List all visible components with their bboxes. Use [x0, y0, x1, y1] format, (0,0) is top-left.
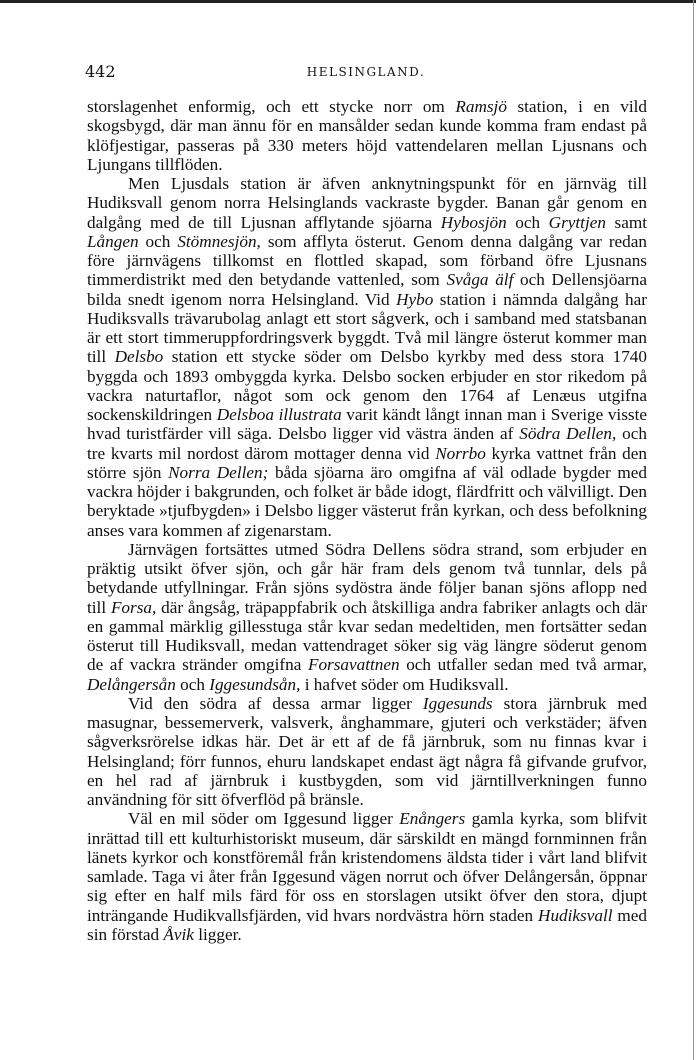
- paragraph: [87, 694, 647, 810]
- page-text: [87, 97, 647, 944]
- italic-name: Hybosjön: [440, 212, 507, 232]
- text-run: ligger.: [193, 924, 242, 944]
- text-run: Järnvägen fortsättes utmed Södra Dellens södra strand, som erbjuder en präktig utsikt öfver sjön, och går här fram dels genom två tunnlar, dels på betydande utfyllningar. Från sjöns sydöstra ände följer banan sjöns aflopp ned till: [87, 539, 647, 617]
- text-run: Men Ljusdals station är äfven anknytningspunkt för en järnväg till Hudiksvall genom norra Helsinglands vackraste bygder. Banan går genom en dalgång med de till Ljusnan afflytande sjöarna: [87, 174, 647, 232]
- scan-top-border: [0, 0, 696, 3]
- text-run: gamla kyrka, som blifvit inrättad till ett kulturhistoriskt museum, där särskildt en mängd fornminnen från länets kyrkor och konstföremål från kristendomens äldsta tider i vårt land blifvit samlade. Taga vi åter från Iggesund vägen norrut och öfver Delångersån, öppnar sig efter en half mils färd för oss en storslagen utsikt öfver den stora, djupt inträngande Hudikvallsfjärden, vid hvars nordvästra hörn staden: [87, 809, 648, 925]
- text-run: i hafvet söder om Hudiksvall.: [300, 674, 509, 694]
- text-run: kyrka vattnet från den större sjön: [87, 443, 647, 482]
- italic-name: Hudiksvall: [538, 905, 613, 925]
- italic-name: Hybo: [396, 289, 434, 309]
- text-run: båda sjöarna äro omgifna af väl odlade bygder med vackra höjder i bakgrunden, och folket är både idogt, flärdfritt och välvilligt. Den beryktade »tjufbygden» i Delsbo ligger västerut från kyrkan, och dess befolkning anses vara kommen af zigenarstam.: [87, 462, 647, 540]
- italic-name: Svåga älf: [446, 270, 514, 290]
- text-run: och: [138, 231, 178, 251]
- italic-name: Ramsjö: [455, 97, 507, 116]
- paragraph: [87, 174, 647, 540]
- italic-name: Forsavattnen: [307, 655, 400, 675]
- italic-name: Södra Dellen,: [519, 424, 617, 444]
- text-run: och: [175, 674, 210, 694]
- text-run: station, i en vild skogsbygd, där man ännu för en mansålder sedan kunde komma fram endast på klöfjestigar, passeras på 330 meters höjd vattendelaren mellan Ljusnans och Ljungans tillflöden.: [87, 97, 647, 174]
- paragraph: [87, 97, 647, 174]
- text-run: station ett stycke söder om Delsbo kyrkby med dess stora 1740 byggda och 1893 ombyggda kyrka. Delsbo socken erbjuder en stor rikedom på vackra naturtaflor, något som ock genom den 1764 af Lenæus utgifna sockenskildringen: [87, 347, 647, 424]
- text-run: med sin förstad: [87, 905, 647, 944]
- italic-name: Iggesundsån,: [209, 674, 301, 694]
- italic-name: Norra Dellen;: [168, 462, 269, 482]
- text-run: och: [506, 212, 549, 232]
- italic-name: Enångers: [399, 809, 466, 829]
- text-run: stora järnbruk med masugnar, bessemerverk, valsverk, ånghammare, gjuteri och verkstäder; äfven sågverksrörelse idkas här. Det är ett af de få järnbruk, som nu finnas kvar i Helsingland; förr funnos, ehuru landskapet endast ägt några få gifvande grufvor, en hel rad af järnbruk i kustbygden, som vid järntillverkningen funno användning för sitt öfverflöd på bränsle.: [87, 693, 647, 809]
- text-run: station i nämnda dalgång har Hudiksvalls trävarubolag anlagt ett stort sågverk, och i samband med statsbanan är ett stort timmeruppfordringsverk byggdt. Två mil längre österut kommer man till: [87, 289, 647, 367]
- text-run: Väl en mil söder om Iggesund ligger: [128, 809, 400, 829]
- scan-right-border: [693, 0, 694, 1060]
- text-run: och tre kvarts mil nordost därom mottager denna vid: [87, 424, 647, 463]
- text-run: och utfaller sedan med två armar,: [399, 655, 647, 675]
- text-run: som afflyta österut. Genom denna dalgång var redan före järnvägens tillkomst en flottled skapad, som förband öfre Ljusnans timmerdistrikt med den betydande vattenled, som: [87, 231, 647, 290]
- page-header: [85, 62, 647, 84]
- paragraph: [87, 540, 647, 694]
- italic-name: Stömnesjön,: [177, 231, 261, 251]
- text-run: och Dellensjöarna bilda snedt igenom norra Helsingland. Vid: [87, 270, 647, 309]
- text-run: storslagenhet enformig, och ett stycke norr om: [87, 97, 456, 116]
- running-title: HELSINGLAND.: [306, 65, 426, 79]
- italic-name: Delångersån: [87, 674, 176, 694]
- paragraph: [87, 809, 647, 944]
- italic-name: Delsboa illustrata: [216, 405, 342, 424]
- italic-name: Delsbo: [114, 347, 164, 367]
- italic-name: Forsa,: [110, 597, 157, 617]
- text-run: varit kändt långt innan man i Sverige visste hvad turistfärder vill säga. Delsbo ligger vid västra änden af: [87, 405, 647, 444]
- text-run: samt: [605, 212, 647, 232]
- italic-name: Åvik: [163, 924, 194, 944]
- italic-name: Gryttjen: [548, 212, 606, 232]
- text-run: där ångsåg, träpappfabrik och åtskilliga andra fabriker anlagts och där en gammal märklig gillesstuga står kvar sedan medeltiden, men fortsätter sedan österut till Hudiksvall, medan vattendraget söker sig väg längre söderut genom de af vackra stränder omgifna: [87, 597, 647, 675]
- italic-name: Norrbo: [435, 443, 486, 463]
- page-number: 442: [85, 62, 116, 81]
- italic-name: Lången: [87, 231, 139, 251]
- text-run: Vid den södra af dessa armar ligger: [128, 693, 423, 713]
- italic-name: Iggesunds: [422, 693, 493, 713]
